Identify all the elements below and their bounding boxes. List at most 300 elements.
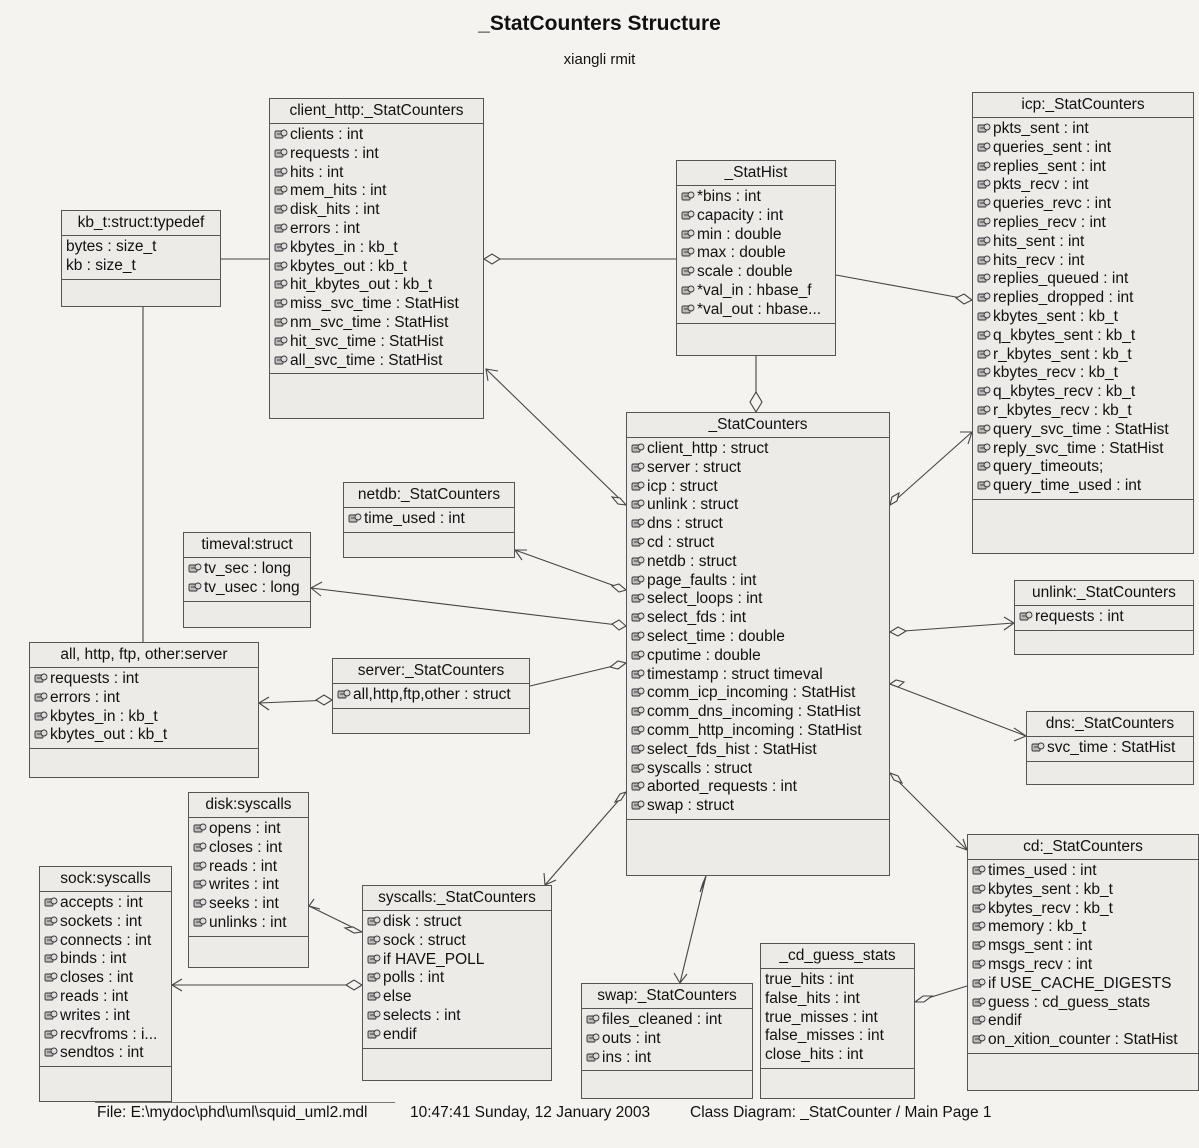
attribute-text: select_time : double bbox=[647, 627, 785, 645]
attribute-text: hits : int bbox=[290, 163, 344, 181]
class-name: timeval:struct bbox=[184, 533, 310, 558]
attribute-row bbox=[40, 913, 171, 932]
class-name: unlink:_StatCounters bbox=[1015, 581, 1193, 606]
attribute-row bbox=[968, 994, 1198, 1013]
attribute-icon bbox=[44, 932, 60, 949]
attribute-icon bbox=[972, 937, 988, 954]
attribute-text: r_kbytes_recv : kb_t bbox=[993, 401, 1132, 419]
attribute-text: selects : int bbox=[383, 1006, 461, 1024]
class-unlink[interactable] bbox=[1014, 580, 1194, 655]
attribute-row bbox=[270, 333, 483, 352]
class-all-server[interactable] bbox=[29, 642, 259, 778]
attribute-icon bbox=[367, 988, 383, 1005]
attribute-row bbox=[973, 364, 1193, 383]
attribute-text: hits_recv : int bbox=[993, 251, 1085, 269]
attribute-row bbox=[761, 990, 914, 1009]
attribute-text: queries_sent : int bbox=[993, 138, 1112, 156]
attribute-text: kbytes_sent : kb_t bbox=[993, 307, 1118, 325]
class-cd-guess-stats[interactable] bbox=[760, 943, 915, 1099]
attribute-row bbox=[761, 1027, 914, 1046]
attribute-row bbox=[270, 164, 483, 183]
attribute-icon bbox=[1019, 608, 1035, 625]
class-name: swap:_StatCounters bbox=[582, 984, 752, 1009]
class-icp[interactable] bbox=[972, 92, 1194, 554]
attribute-row bbox=[40, 988, 171, 1007]
attribute-text: query_time_used : int bbox=[993, 477, 1142, 495]
attribute-text: opens : int bbox=[209, 820, 281, 837]
attribute-icon bbox=[44, 969, 60, 986]
attribute-row bbox=[968, 881, 1198, 900]
attribute-icon bbox=[367, 969, 383, 986]
attribute-row bbox=[973, 270, 1193, 289]
attribute-row bbox=[627, 684, 889, 703]
class-dns[interactable] bbox=[1026, 711, 1194, 785]
attribute-row bbox=[973, 327, 1193, 346]
attribute-icon bbox=[972, 1012, 988, 1029]
class-syscalls[interactable] bbox=[362, 885, 552, 1081]
attribute-icon bbox=[977, 402, 993, 419]
attribute-text: nm_svc_time : StatHist bbox=[290, 313, 449, 331]
diagram-title: _StatCounters Structure bbox=[478, 12, 721, 35]
attribute-icon bbox=[977, 289, 993, 306]
attribute-icon bbox=[274, 258, 290, 275]
attribute-text: requests : int bbox=[50, 670, 139, 687]
attribute-text: binds : int bbox=[60, 950, 127, 968]
attribute-icon bbox=[681, 263, 697, 280]
attribute-text: guess : cd_guess_stats bbox=[988, 993, 1150, 1011]
attribute-icon bbox=[586, 1011, 602, 1028]
attribute-text: client_http : struct bbox=[647, 440, 769, 457]
attribute-icon bbox=[681, 226, 697, 243]
attribute-text: true_misses : int bbox=[765, 1008, 878, 1026]
attribute-icon bbox=[274, 182, 290, 199]
class-name: icp:_StatCounters bbox=[973, 93, 1193, 118]
attribute-icon bbox=[631, 440, 647, 457]
attribute-row bbox=[761, 1009, 914, 1028]
class-name: dns:_StatCounters bbox=[1027, 712, 1193, 737]
attribute-row bbox=[189, 858, 308, 877]
attribute-text: if HAVE_POLL bbox=[383, 950, 485, 968]
attribute-row bbox=[973, 252, 1193, 271]
attribute-text: true_hits : int bbox=[765, 971, 854, 988]
attribute-row bbox=[270, 314, 483, 333]
attribute-icon bbox=[193, 858, 209, 875]
attribute-text: on_xition_counter : StatHist bbox=[988, 1031, 1178, 1049]
attribute-icon bbox=[337, 686, 353, 703]
attribute-icon bbox=[972, 918, 988, 935]
attribute-row bbox=[973, 308, 1193, 327]
attribute-text: false_hits : int bbox=[765, 989, 860, 1007]
attribute-icon bbox=[348, 510, 364, 527]
attribute-icon bbox=[586, 1049, 602, 1066]
attribute-row bbox=[40, 950, 171, 969]
attribute-icon bbox=[631, 760, 647, 777]
diagram-subtitle: xiangli rmit bbox=[563, 51, 636, 68]
attribute-row bbox=[968, 862, 1198, 881]
attribute-text: msgs_recv : int bbox=[988, 955, 1093, 973]
attribute-icon bbox=[681, 301, 697, 318]
attribute-icon bbox=[34, 708, 50, 725]
attribute-text: requests : int bbox=[1035, 608, 1124, 625]
attribute-icon bbox=[977, 383, 993, 400]
attribute-row bbox=[189, 839, 308, 858]
attribute-row bbox=[184, 560, 310, 579]
attribute-row bbox=[270, 201, 483, 220]
attribute-icon bbox=[977, 346, 993, 363]
attribute-text: times_used : int bbox=[988, 862, 1097, 879]
attribute-text: errors : int bbox=[50, 688, 120, 706]
attribute-icon bbox=[977, 477, 993, 494]
attribute-row bbox=[1027, 739, 1193, 758]
attribute-text: *bins : int bbox=[697, 188, 761, 205]
attribute-icon bbox=[367, 932, 383, 949]
attribute-icon bbox=[44, 1044, 60, 1061]
attribute-icon bbox=[631, 553, 647, 570]
attribute-row bbox=[968, 956, 1198, 975]
attribute-row bbox=[189, 895, 308, 914]
attribute-text: replies_dropped : int bbox=[993, 289, 1134, 307]
attribute-text: files_cleaned : int bbox=[602, 1011, 722, 1028]
attribute-text: disk : struct bbox=[383, 913, 462, 930]
class-disk[interactable] bbox=[188, 792, 309, 968]
attribute-text: sockets : int bbox=[60, 912, 142, 930]
attribute-row bbox=[627, 760, 889, 779]
class-statcounters[interactable] bbox=[626, 412, 890, 876]
attribute-icon bbox=[193, 895, 209, 912]
attribute-row bbox=[270, 239, 483, 258]
attribute-icon bbox=[977, 233, 993, 250]
attribute-icon bbox=[367, 1007, 383, 1024]
attribute-icon bbox=[977, 270, 993, 287]
attribute-row bbox=[62, 257, 220, 276]
class-name: cd:_StatCounters bbox=[968, 835, 1198, 860]
attribute-icon bbox=[681, 282, 697, 299]
attribute-row bbox=[627, 590, 889, 609]
attribute-text: svc_time : StatHist bbox=[1047, 739, 1176, 756]
attribute-text: kbytes_in : kb_t bbox=[290, 238, 398, 256]
attribute-text: replies_queued : int bbox=[993, 270, 1129, 288]
class-name: server:_StatCounters bbox=[333, 659, 529, 684]
attribute-row bbox=[189, 820, 308, 839]
attribute-row bbox=[270, 295, 483, 314]
attribute-row bbox=[968, 1012, 1198, 1031]
attribute-text: comm_dns_incoming : StatHist bbox=[647, 703, 861, 721]
class-name: sock:syscalls bbox=[40, 867, 171, 892]
class-name: _StatHist bbox=[677, 161, 835, 186]
attribute-text: time_used : int bbox=[364, 510, 465, 527]
attribute-text: false_misses : int bbox=[765, 1027, 884, 1045]
attribute-row bbox=[627, 572, 889, 591]
attribute-text: close_hits : int bbox=[765, 1046, 864, 1064]
attribute-text: ins : int bbox=[602, 1048, 652, 1066]
attribute-row bbox=[973, 477, 1193, 496]
attribute-text: endif bbox=[383, 1025, 417, 1043]
attribute-text: kbytes_recv : kb_t bbox=[988, 899, 1113, 917]
attribute-icon bbox=[274, 352, 290, 369]
attribute-row bbox=[968, 918, 1198, 937]
attribute-text: sendtos : int bbox=[60, 1044, 144, 1062]
attribute-text: else bbox=[383, 988, 412, 1006]
attribute-row bbox=[627, 553, 889, 572]
attribute-icon bbox=[44, 1026, 60, 1043]
attribute-icon bbox=[367, 951, 383, 968]
attribute-text: select_loops : int bbox=[647, 590, 763, 608]
attribute-text: requests : int bbox=[290, 144, 379, 162]
attribute-icon bbox=[631, 478, 647, 495]
class-name: disk:syscalls bbox=[189, 793, 308, 818]
attribute-row bbox=[270, 276, 483, 295]
attribute-row bbox=[344, 510, 514, 529]
class-kb-t[interactable] bbox=[61, 210, 221, 307]
attribute-text: closes : int bbox=[209, 838, 283, 856]
attribute-text: reply_svc_time : StatHist bbox=[993, 439, 1164, 457]
attribute-row bbox=[677, 226, 835, 245]
class-netdb[interactable] bbox=[343, 482, 515, 558]
attribute-text: unlinks : int bbox=[209, 913, 287, 931]
attribute-text: icp : struct bbox=[647, 477, 718, 495]
attribute-row bbox=[627, 722, 889, 741]
footer-diagram: Class Diagram: _StatCounter / Main Page 1 bbox=[690, 1104, 992, 1121]
attribute-icon bbox=[631, 515, 647, 532]
attribute-row bbox=[40, 1007, 171, 1026]
attribute-row bbox=[677, 188, 835, 207]
attribute-row bbox=[968, 1031, 1198, 1050]
attribute-text: replies_sent : int bbox=[993, 157, 1106, 175]
attribute-text: tv_sec : long bbox=[204, 560, 292, 577]
attribute-text: outs : int bbox=[602, 1029, 661, 1047]
attribute-row bbox=[363, 988, 551, 1007]
attribute-icon bbox=[274, 333, 290, 350]
attribute-row bbox=[627, 647, 889, 666]
attribute-text: syscalls : struct bbox=[647, 759, 753, 777]
class-server[interactable] bbox=[332, 658, 530, 734]
class-name: netdb:_StatCounters bbox=[344, 483, 514, 508]
attribute-row bbox=[627, 741, 889, 760]
attribute-text: swap : struct bbox=[647, 797, 734, 815]
attribute-icon bbox=[44, 988, 60, 1005]
attribute-icon bbox=[188, 579, 204, 596]
attribute-text: closes : int bbox=[60, 969, 134, 987]
attribute-text: min : double bbox=[697, 225, 782, 243]
attribute-text: seeks : int bbox=[209, 895, 279, 913]
attribute-icon bbox=[977, 458, 993, 475]
attribute-row bbox=[677, 244, 835, 263]
attribute-row bbox=[40, 1044, 171, 1063]
attribute-icon bbox=[44, 913, 60, 930]
class-timeval[interactable] bbox=[183, 532, 311, 628]
attribute-row bbox=[627, 496, 889, 515]
attribute-text: recvfroms : i... bbox=[60, 1025, 158, 1043]
attribute-text: *val_in : hbase_f bbox=[697, 281, 812, 299]
attribute-text: q_kbytes_recv : kb_t bbox=[993, 383, 1136, 401]
attribute-row bbox=[1015, 608, 1193, 627]
attribute-icon bbox=[977, 421, 993, 438]
attribute-row bbox=[333, 686, 529, 705]
footer-timestamp: 10:47:41 Sunday, 12 January 2003 bbox=[410, 1104, 651, 1121]
attribute-text: select_fds : int bbox=[647, 609, 747, 627]
attribute-row bbox=[30, 726, 258, 745]
attribute-icon bbox=[972, 881, 988, 898]
class-name: all, http, ftp, other:server bbox=[30, 643, 258, 668]
attribute-row bbox=[62, 238, 220, 257]
attribute-row bbox=[30, 708, 258, 727]
attribute-icon bbox=[193, 914, 209, 931]
attribute-text: reads : int bbox=[209, 857, 278, 875]
attribute-text: msgs_sent : int bbox=[988, 937, 1093, 955]
attribute-icon bbox=[274, 145, 290, 162]
attribute-text: endif bbox=[988, 1012, 1022, 1030]
attribute-text: errors : int bbox=[290, 219, 360, 237]
attribute-row bbox=[973, 195, 1193, 214]
attribute-row bbox=[973, 139, 1193, 158]
attribute-row bbox=[40, 932, 171, 951]
attribute-icon bbox=[631, 684, 647, 701]
attribute-icon bbox=[274, 276, 290, 293]
class-name: client_http:_StatCounters bbox=[270, 99, 483, 124]
attribute-text: server : struct bbox=[647, 458, 741, 476]
attribute-icon bbox=[631, 590, 647, 607]
attribute-icon bbox=[681, 244, 697, 261]
attribute-row bbox=[973, 158, 1193, 177]
attribute-text: disk_hits : int bbox=[290, 201, 380, 219]
attribute-row bbox=[40, 894, 171, 913]
attribute-text: writes : int bbox=[60, 1006, 130, 1024]
attribute-text: writes : int bbox=[209, 876, 279, 894]
attribute-icon bbox=[34, 689, 50, 706]
attribute-row bbox=[627, 515, 889, 534]
attribute-row bbox=[270, 352, 483, 371]
attribute-icon bbox=[44, 894, 60, 911]
attribute-text: accepts : int bbox=[60, 894, 143, 911]
attribute-row bbox=[270, 182, 483, 201]
attribute-row bbox=[582, 1011, 752, 1030]
attribute-row bbox=[363, 932, 551, 951]
attribute-text: hit_svc_time : StatHist bbox=[290, 332, 444, 350]
attribute-text: bytes : size_t bbox=[66, 238, 157, 255]
class-sock[interactable] bbox=[39, 866, 172, 1102]
attribute-icon bbox=[274, 164, 290, 181]
attribute-row bbox=[184, 579, 310, 598]
attribute-text: netdb : struct bbox=[647, 552, 737, 570]
attribute-row bbox=[627, 440, 889, 459]
attribute-icon bbox=[193, 876, 209, 893]
class-swap[interactable] bbox=[581, 983, 753, 1099]
attribute-icon bbox=[972, 994, 988, 1011]
class-name: kb_t:struct:typedef bbox=[62, 211, 220, 236]
attribute-row bbox=[30, 670, 258, 689]
attribute-text: hits_sent : int bbox=[993, 232, 1085, 250]
attribute-row bbox=[363, 1026, 551, 1045]
attribute-icon bbox=[977, 327, 993, 344]
attribute-row bbox=[582, 1049, 752, 1068]
attribute-text: all,http,ftp,other : struct bbox=[353, 686, 511, 703]
attribute-text: cd : struct bbox=[647, 533, 715, 551]
attribute-text: query_svc_time : StatHist bbox=[993, 420, 1169, 438]
attribute-text: kb : size_t bbox=[66, 256, 136, 274]
attribute-text: pkts_sent : int bbox=[993, 120, 1089, 137]
attribute-row bbox=[968, 975, 1198, 994]
attribute-text: tv_usec : long bbox=[204, 578, 300, 596]
attribute-row bbox=[627, 534, 889, 553]
attribute-text: unlink : struct bbox=[647, 496, 739, 514]
attribute-row bbox=[968, 900, 1198, 919]
attribute-icon bbox=[972, 900, 988, 917]
attribute-icon bbox=[972, 1031, 988, 1048]
attribute-icon bbox=[274, 201, 290, 218]
attribute-row bbox=[973, 383, 1193, 402]
attribute-icon bbox=[631, 534, 647, 551]
class-cd[interactable] bbox=[967, 834, 1199, 1091]
attribute-row bbox=[677, 263, 835, 282]
attribute-row bbox=[677, 282, 835, 301]
attribute-row bbox=[973, 289, 1193, 308]
attribute-row bbox=[627, 797, 889, 816]
attribute-icon bbox=[274, 220, 290, 237]
attribute-icon bbox=[631, 647, 647, 664]
attribute-icon bbox=[631, 628, 647, 645]
attribute-icon bbox=[367, 913, 383, 930]
attribute-icon bbox=[193, 839, 209, 856]
attribute-row bbox=[973, 346, 1193, 365]
attribute-row bbox=[973, 402, 1193, 421]
attribute-row bbox=[761, 1046, 914, 1065]
attribute-text: memory : kb_t bbox=[988, 918, 1087, 936]
attribute-text: kbytes_sent : kb_t bbox=[988, 880, 1113, 898]
attribute-row bbox=[30, 689, 258, 708]
attribute-text: clients : int bbox=[290, 126, 364, 143]
attribute-row bbox=[973, 440, 1193, 459]
attribute-icon bbox=[631, 778, 647, 795]
attribute-text: capacity : int bbox=[697, 206, 784, 224]
attribute-row bbox=[973, 176, 1193, 195]
attribute-text: kbytes_out : kb_t bbox=[50, 726, 168, 744]
attribute-row bbox=[677, 207, 835, 226]
attribute-icon bbox=[977, 214, 993, 231]
attribute-icon bbox=[977, 364, 993, 381]
attribute-icon bbox=[631, 496, 647, 513]
attribute-text: max : double bbox=[697, 244, 786, 262]
attribute-row bbox=[582, 1030, 752, 1049]
attribute-row bbox=[270, 145, 483, 164]
attribute-text: aborted_requests : int bbox=[647, 778, 797, 796]
class-name: _StatCounters bbox=[627, 413, 889, 438]
class-client-http[interactable] bbox=[269, 98, 484, 419]
attribute-text: *val_out : hbase... bbox=[697, 300, 822, 318]
attribute-text: if USE_CACHE_DIGESTS bbox=[988, 974, 1172, 992]
class-stathist[interactable] bbox=[676, 160, 836, 356]
attribute-text: pkts_recv : int bbox=[993, 176, 1089, 194]
attribute-icon bbox=[977, 440, 993, 457]
attribute-icon bbox=[274, 314, 290, 331]
attribute-icon bbox=[367, 1026, 383, 1043]
attribute-icon bbox=[631, 459, 647, 476]
attribute-icon bbox=[972, 862, 988, 879]
attribute-icon bbox=[977, 158, 993, 175]
attribute-icon bbox=[631, 666, 647, 683]
attribute-icon bbox=[681, 207, 697, 224]
attribute-icon bbox=[977, 195, 993, 212]
class-name: syscalls:_StatCounters bbox=[363, 886, 551, 911]
attribute-row bbox=[968, 937, 1198, 956]
attribute-row bbox=[363, 951, 551, 970]
attribute-row bbox=[627, 478, 889, 497]
attribute-text: connects : int bbox=[60, 931, 152, 949]
attribute-row bbox=[761, 971, 914, 990]
attribute-text: kbytes_out : kb_t bbox=[290, 257, 408, 275]
attribute-row bbox=[627, 703, 889, 722]
attribute-text: r_kbytes_sent : kb_t bbox=[993, 345, 1132, 363]
attribute-icon bbox=[631, 722, 647, 739]
